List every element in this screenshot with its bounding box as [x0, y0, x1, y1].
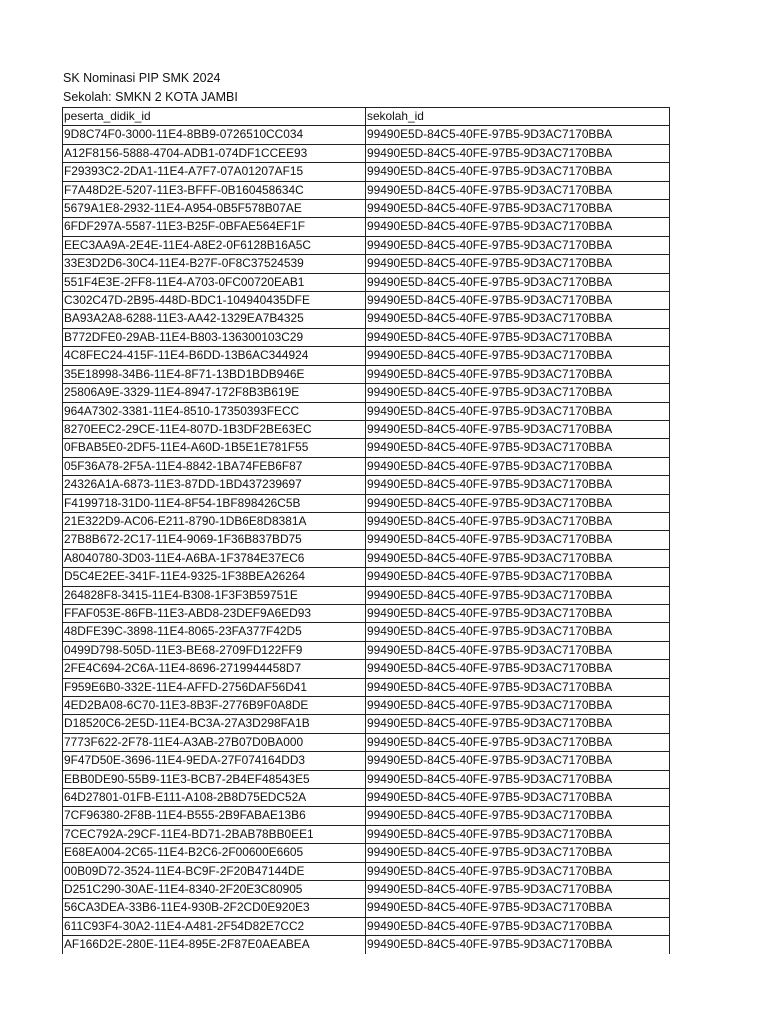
sekolah-id-cell: 99490E5D-84C5-40FE-97B5-9D3AC7170BBA [366, 255, 670, 273]
table-row [63, 328, 670, 346]
sekolah-id-cell: 99490E5D-84C5-40FE-97B5-9D3AC7170BBA [366, 660, 670, 678]
peserta-didik-id-cell: 0FBAB5E0-2DF5-11E4-A60D-1B5E1E781F55 [63, 439, 366, 457]
peserta-didik-id-cell: EEC3AA9A-2E4E-11E4-A8E2-0F6128B16A5C [63, 236, 366, 254]
table-row [63, 512, 670, 530]
peserta-didik-id-cell: F7A48D2E-5207-11E3-BFFF-0B160458634C [63, 181, 366, 199]
peserta-didik-id-cell: FFAF053E-86FB-11E3-ABD8-23DEF9A6ED93 [63, 604, 366, 622]
sekolah-id-cell: 99490E5D-84C5-40FE-97B5-9D3AC7170BBA [366, 752, 670, 770]
peserta-didik-id-cell: EBB0DE90-55B9-11E3-BCB7-2B4EF48543E5 [63, 770, 366, 788]
peserta-didik-id-cell: 964A7302-3381-11E4-8510-17350393FECC [63, 402, 366, 420]
sekolah-id-cell: 99490E5D-84C5-40FE-97B5-9D3AC7170BBA [366, 531, 670, 549]
peserta-didik-id-cell: AF166D2E-280E-11E4-895E-2F87E0AEABEA [63, 936, 366, 954]
peserta-didik-id-cell: F4199718-31D0-11E4-8F54-1BF898426C5B [63, 494, 366, 512]
table-row [63, 476, 670, 494]
table-row [63, 402, 670, 420]
peserta-didik-id-cell: 8270EEC2-29CE-11E4-807D-1B3DF2BE63EC [63, 420, 366, 438]
sekolah-id-cell: 99490E5D-84C5-40FE-97B5-9D3AC7170BBA [366, 365, 670, 383]
peserta-didik-id-cell: BA93A2A8-6288-11E3-AA42-1329EA7B4325 [63, 310, 366, 328]
table-row [63, 825, 670, 843]
sekolah-id-cell: 99490E5D-84C5-40FE-97B5-9D3AC7170BBA [366, 292, 670, 310]
peserta-didik-id-cell: 2FE4C694-2C6A-11E4-8696-2719944458D7 [63, 660, 366, 678]
sekolah-id-cell: 99490E5D-84C5-40FE-97B5-9D3AC7170BBA [366, 936, 670, 954]
nomination-table [62, 107, 670, 954]
sekolah-id-cell: 99490E5D-84C5-40FE-97B5-9D3AC7170BBA [366, 310, 670, 328]
peserta-didik-id-cell: 7CF96380-2F8B-11E4-B555-2B9FABAE13B6 [63, 807, 366, 825]
peserta-didik-id-cell: 551F4E3E-2FF8-11E4-A703-0FC00720EAB1 [63, 273, 366, 291]
table-row [63, 881, 670, 899]
table-row [63, 144, 670, 162]
sekolah-id-cell: 99490E5D-84C5-40FE-97B5-9D3AC7170BBA [366, 715, 670, 733]
peserta-didik-id-cell: A8040780-3D03-11E4-A6BA-1F3784E37EC6 [63, 549, 366, 567]
sekolah-id-cell: 99490E5D-84C5-40FE-97B5-9D3AC7170BBA [366, 862, 670, 880]
table-row [63, 715, 670, 733]
sekolah-id-cell: 99490E5D-84C5-40FE-97B5-9D3AC7170BBA [366, 439, 670, 457]
table-row [63, 807, 670, 825]
table-row [63, 218, 670, 236]
sekolah-id-cell: 99490E5D-84C5-40FE-97B5-9D3AC7170BBA [366, 402, 670, 420]
sekolah-id-cell: 99490E5D-84C5-40FE-97B5-9D3AC7170BBA [366, 236, 670, 254]
table-row [63, 163, 670, 181]
sekolah-id-cell: 99490E5D-84C5-40FE-97B5-9D3AC7170BBA [366, 181, 670, 199]
sekolah-id-cell: 99490E5D-84C5-40FE-97B5-9D3AC7170BBA [366, 347, 670, 365]
sekolah-id-cell: 99490E5D-84C5-40FE-97B5-9D3AC7170BBA [366, 697, 670, 715]
school-line: Sekolah: SMKN 2 KOTA JAMBI [63, 89, 238, 104]
sekolah-id-cell: 99490E5D-84C5-40FE-97B5-9D3AC7170BBA [366, 457, 670, 475]
peserta-didik-id-cell: A12F8156-5888-4704-ADB1-074DF1CCEE93 [63, 144, 366, 162]
sekolah-id-cell: 99490E5D-84C5-40FE-97B5-9D3AC7170BBA [366, 126, 670, 144]
sekolah-id-cell: 99490E5D-84C5-40FE-97B5-9D3AC7170BBA [366, 623, 670, 641]
peserta-didik-id-cell: 4C8FEC24-415F-11E4-B6DD-13B6AC344924 [63, 347, 366, 365]
peserta-didik-id-cell: 9F47D50E-3696-11E4-9EDA-27F074164DD3 [63, 752, 366, 770]
peserta-didik-id-cell: 27B8B672-2C17-11E4-9069-1F36B837BD75 [63, 531, 366, 549]
sekolah-id-cell: 99490E5D-84C5-40FE-97B5-9D3AC7170BBA [366, 586, 670, 604]
sekolah-id-cell: 99490E5D-84C5-40FE-97B5-9D3AC7170BBA [366, 678, 670, 696]
peserta-didik-id-cell: D251C290-30AE-11E4-8340-2F20E3C80905 [63, 881, 366, 899]
peserta-didik-id-cell: 4ED2BA08-6C70-11E3-8B3F-2776B9F0A8DE [63, 697, 366, 715]
table-row [63, 365, 670, 383]
sekolah-id-cell: 99490E5D-84C5-40FE-97B5-9D3AC7170BBA [366, 200, 670, 218]
peserta-didik-id-cell: 35E18998-34B6-11E4-8F71-13BD1BDB946E [63, 365, 366, 383]
table-header-row [63, 108, 670, 126]
table-row [63, 384, 670, 402]
peserta-didik-id-cell: 56CA3DEA-33B6-11E4-930B-2F2CD0E920E3 [63, 899, 366, 917]
peserta-didik-id-cell: 24326A1A-6873-11E3-87DD-1BD437239697 [63, 476, 366, 494]
peserta-didik-id-cell: 05F36A78-2F5A-11E4-8842-1BA74FEB6F87 [63, 457, 366, 475]
header-sekolah-id: sekolah_id [366, 108, 670, 126]
sekolah-id-cell: 99490E5D-84C5-40FE-97B5-9D3AC7170BBA [366, 328, 670, 346]
peserta-didik-id-cell: E68EA004-2C65-11E4-B2C6-2F00600E6605 [63, 844, 366, 862]
table-row [63, 862, 670, 880]
table-row [63, 660, 670, 678]
table-row [63, 126, 670, 144]
table-row [63, 420, 670, 438]
peserta-didik-id-cell: 00B09D72-3524-11E4-BC9F-2F20B47144DE [63, 862, 366, 880]
table-row [63, 200, 670, 218]
table-row [63, 273, 670, 291]
sekolah-id-cell: 99490E5D-84C5-40FE-97B5-9D3AC7170BBA [366, 807, 670, 825]
table-row [63, 770, 670, 788]
peserta-didik-id-cell: 64D27801-01FB-E111-A108-2B8D75EDC52A [63, 789, 366, 807]
table-row [63, 789, 670, 807]
sekolah-id-cell: 99490E5D-84C5-40FE-97B5-9D3AC7170BBA [366, 881, 670, 899]
table-row [63, 255, 670, 273]
table-row [63, 899, 670, 917]
peserta-didik-id-cell: C302C47D-2B95-448D-BDC1-104940435DFE [63, 292, 366, 310]
table-row [63, 623, 670, 641]
peserta-didik-id-cell: 33E3D2D6-30C4-11E4-B27F-0F8C37524539 [63, 255, 366, 273]
table-row [63, 936, 670, 954]
sekolah-id-cell: 99490E5D-84C5-40FE-97B5-9D3AC7170BBA [366, 844, 670, 862]
sekolah-id-cell: 99490E5D-84C5-40FE-97B5-9D3AC7170BBA [366, 218, 670, 236]
table-row [63, 733, 670, 751]
sekolah-id-cell: 99490E5D-84C5-40FE-97B5-9D3AC7170BBA [366, 770, 670, 788]
peserta-didik-id-cell: B772DFE0-29AB-11E4-B803-136300103C29 [63, 328, 366, 346]
table-row [63, 181, 670, 199]
peserta-didik-id-cell: 21E322D9-AC06-E211-8790-1DB6E8D8381A [63, 512, 366, 530]
table-row [63, 531, 670, 549]
sekolah-id-cell: 99490E5D-84C5-40FE-97B5-9D3AC7170BBA [366, 384, 670, 402]
peserta-didik-id-cell: 6FDF297A-5587-11E3-B25F-0BFAE564EF1F [63, 218, 366, 236]
peserta-didik-id-cell: 25806A9E-3329-11E4-8947-172F8B3B619E [63, 384, 366, 402]
sekolah-id-cell: 99490E5D-84C5-40FE-97B5-9D3AC7170BBA [366, 899, 670, 917]
sekolah-id-cell: 99490E5D-84C5-40FE-97B5-9D3AC7170BBA [366, 494, 670, 512]
table-row [63, 586, 670, 604]
table-row [63, 604, 670, 622]
sekolah-id-cell: 99490E5D-84C5-40FE-97B5-9D3AC7170BBA [366, 476, 670, 494]
peserta-didik-id-cell: 0499D798-505D-11E3-BE68-2709FD122FF9 [63, 641, 366, 659]
sekolah-id-cell: 99490E5D-84C5-40FE-97B5-9D3AC7170BBA [366, 733, 670, 751]
table-row [63, 917, 670, 935]
document-title: SK Nominasi PIP SMK 2024 [63, 71, 221, 85]
sekolah-id-cell: 99490E5D-84C5-40FE-97B5-9D3AC7170BBA [366, 273, 670, 291]
sekolah-id-cell: 99490E5D-84C5-40FE-97B5-9D3AC7170BBA [366, 549, 670, 567]
table-row [63, 457, 670, 475]
table-row [63, 697, 670, 715]
sekolah-id-cell: 99490E5D-84C5-40FE-97B5-9D3AC7170BBA [366, 512, 670, 530]
table-row [63, 439, 670, 457]
peserta-didik-id-cell: 7773F622-2F78-11E4-A3AB-27B07D0BA000 [63, 733, 366, 751]
table-row [63, 641, 670, 659]
sekolah-id-cell: 99490E5D-84C5-40FE-97B5-9D3AC7170BBA [366, 641, 670, 659]
table-row [63, 678, 670, 696]
table-row [63, 568, 670, 586]
peserta-didik-id-cell: 611C93F4-30A2-11E4-A481-2F54D82E7CC2 [63, 917, 366, 935]
table-row [63, 236, 670, 254]
peserta-didik-id-cell: 7CEC792A-29CF-11E4-BD71-2BAB78BB0EE1 [63, 825, 366, 843]
peserta-didik-id-cell: 48DFE39C-3898-11E4-8065-23FA377F42D5 [63, 623, 366, 641]
table-row [63, 549, 670, 567]
table-row [63, 494, 670, 512]
peserta-didik-id-cell: D5C4E2EE-341F-11E4-9325-1F38BEA26264 [63, 568, 366, 586]
table-row [63, 347, 670, 365]
table-row [63, 292, 670, 310]
peserta-didik-id-cell: 5679A1E8-2932-11E4-A954-0B5F578B07AE [63, 200, 366, 218]
table-row [63, 844, 670, 862]
peserta-didik-id-cell: D18520C6-2E5D-11E4-BC3A-27A3D298FA1B [63, 715, 366, 733]
table-body [63, 126, 670, 954]
header-peserta-didik-id: peserta_didik_id [63, 108, 366, 126]
document-header [63, 69, 238, 106]
table-row [63, 752, 670, 770]
sekolah-id-cell: 99490E5D-84C5-40FE-97B5-9D3AC7170BBA [366, 144, 670, 162]
sekolah-id-cell: 99490E5D-84C5-40FE-97B5-9D3AC7170BBA [366, 604, 670, 622]
peserta-didik-id-cell: F29393C2-2DA1-11E4-A7F7-07A01207AF15 [63, 163, 366, 181]
sekolah-id-cell: 99490E5D-84C5-40FE-97B5-9D3AC7170BBA [366, 789, 670, 807]
sekolah-id-cell: 99490E5D-84C5-40FE-97B5-9D3AC7170BBA [366, 917, 670, 935]
sekolah-id-cell: 99490E5D-84C5-40FE-97B5-9D3AC7170BBA [366, 420, 670, 438]
peserta-didik-id-cell: F959E6B0-332E-11E4-AFFD-2756DAF56D41 [63, 678, 366, 696]
sekolah-id-cell: 99490E5D-84C5-40FE-97B5-9D3AC7170BBA [366, 568, 670, 586]
peserta-didik-id-cell: 264828F8-3415-11E4-B308-1F3F3B59751E [63, 586, 366, 604]
peserta-didik-id-cell: 9D8C74F0-3000-11E4-8BB9-0726510CC034 [63, 126, 366, 144]
sekolah-id-cell: 99490E5D-84C5-40FE-97B5-9D3AC7170BBA [366, 825, 670, 843]
table-row [63, 310, 670, 328]
sekolah-id-cell: 99490E5D-84C5-40FE-97B5-9D3AC7170BBA [366, 163, 670, 181]
